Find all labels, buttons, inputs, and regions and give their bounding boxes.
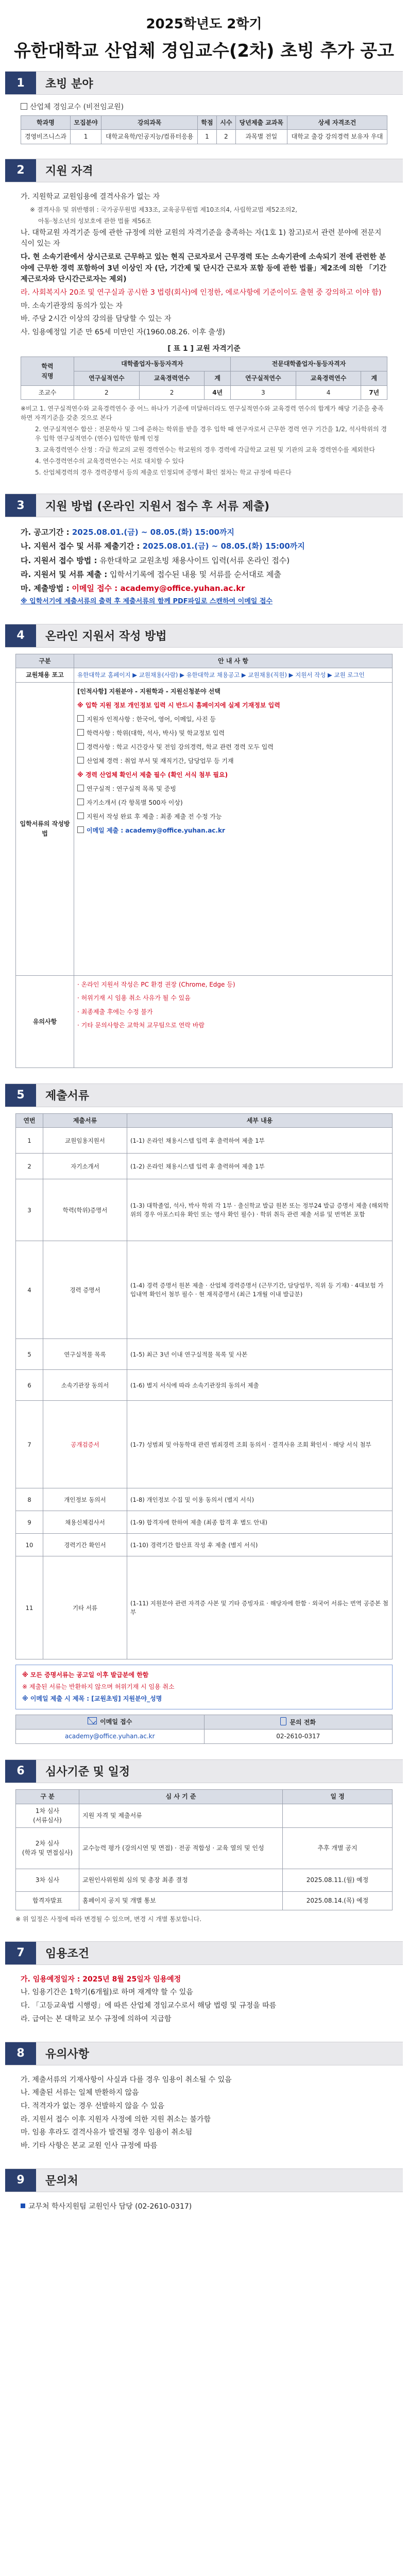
table-cell: 대학교 출강 강의경력 보유자 우대 <box>287 130 387 144</box>
online-form-table <box>15 654 393 1068</box>
qualification-remark: 4. 연수경력연수의 교육경력연수는 서로 대치할 수 있다 <box>35 457 184 465</box>
table-cell: 1 <box>198 130 217 144</box>
section-number: 9 <box>5 2169 36 2192</box>
form-guide-line <box>77 726 389 740</box>
row-number: 3 <box>16 1179 43 1241</box>
table-cell: 4년 <box>205 385 231 400</box>
note-item: 가. 제출서류의 기재사항이 사실과 다를 경우 임용이 취소될 수 있음 <box>21 2075 232 2084</box>
document-detail: (1-6) 별지 서식에 따라 소속기관장의 동의서 제출 <box>127 1370 393 1401</box>
form-guide-line <box>77 754 389 768</box>
col-header: 세부 내용 <box>127 1113 393 1128</box>
col-header: 구 분 <box>16 1789 79 1804</box>
submission-label: 나. 지원서 접수 및 서류 제출기간 : <box>21 541 140 551</box>
appointment-date: 가. 임용예정일자 : 2025년 8월 25일자 임용예정 <box>21 1975 181 1984</box>
col-header: 상세 자격조건 <box>287 115 387 130</box>
col-header: 시수 <box>216 115 235 130</box>
section-title: 온라인 지원서 작성 방법 <box>45 630 167 643</box>
col-header: 안 내 사 항 <box>74 654 393 668</box>
section-online-form <box>5 624 403 1074</box>
note-item: 마. 임용 후라도 결격사유가 발견될 경우 임용이 취소됨 <box>21 2128 193 2137</box>
col-header: 교육경력연수 <box>139 371 205 386</box>
form-guide-line: ※ 경력 산업체 확인서 제출 필수 (확인 서식 첨부 필요) <box>77 771 228 778</box>
document-detail: (1-8) 개인정보 수집 및 이용 동의서 (별지 서식) <box>127 1488 393 1511</box>
col-header: 모집분야 <box>70 115 101 130</box>
qualification-remark: ※비고 1. 연구실적연수와 교육경력연수 중 어느 하나가 기준에 미달하더라도 연구실적연수와 교육경력 연수의 합계가 해당 기준을 충족하면 자격기준을 갖춘 것으로 본다 <box>21 405 384 422</box>
table-cell: 4 <box>296 385 361 400</box>
col-header: 심 사 기 준 <box>79 1789 283 1804</box>
section-appointment <box>5 1941 403 2032</box>
header-year: 2025학년도 2학기 <box>146 16 262 32</box>
qualification-item: 바. 주당 2시간 이상의 강의를 담당할 수 있는 자 <box>21 315 172 324</box>
section-bar <box>5 2168 403 2192</box>
email-value[interactable]: 이메일 접수 : academy@office.yuhan.ac.kr <box>72 584 245 594</box>
section-number: 4 <box>5 624 36 647</box>
document-detail: (1-2) 온라인 채용시스템 입력 후 출력하여 제출 1부 <box>127 1154 393 1179</box>
stage: 2차 심사 (학과 및 면접심사) <box>16 1827 79 1869</box>
checkbox-icon <box>77 826 84 833</box>
form-guide-line <box>77 782 389 796</box>
table-cell: 2 <box>74 385 140 400</box>
contact-text: 교무처 학사지원팀 교원인사 담당 (02-2610-0317) <box>28 2202 192 2211</box>
document-detail: (1-7) 성범죄 및 아동학대 관련 범죄경력 조회 동의서 · 결격사유 조회 확인서 · 해당 서식 첨부 <box>127 1401 393 1488</box>
method-line <box>21 555 387 567</box>
row-number: 7 <box>16 1401 43 1488</box>
section-number: 8 <box>5 2042 36 2065</box>
section-number: 6 <box>5 1760 36 1783</box>
schedule <box>283 1804 393 1827</box>
phone-icon <box>280 1717 286 1725</box>
period-label: 가. 공고기간 : <box>21 528 70 537</box>
notice-line: ※ 모든 증명서류는 공고일 이후 발급분에 한함 <box>22 1671 149 1679</box>
email-label: 마. 제출방법 : <box>21 584 70 594</box>
criteria: 교수능력 평가 (강의시연 및 면접) · 전공 적합성 · 교육 열의 및 인성 <box>79 1827 283 1869</box>
checkbox-icon <box>77 785 84 791</box>
checkbox-icon <box>21 103 27 110</box>
section-number: 2 <box>5 159 36 182</box>
caution-line: · 최종제출 후에는 수정 불가 <box>77 1008 153 1015</box>
form-guide-line <box>77 740 389 754</box>
document-name: 연구실적물 목록 <box>43 1339 127 1370</box>
section-recruitment-field <box>5 71 403 149</box>
form-guide-text: 경력사항 : 학교 시간강사 및 전임 강의경력, 학교 관련 경력 모두 입력 <box>87 743 274 751</box>
table-row <box>16 1891 393 1910</box>
col-header: 학력 직명 <box>21 357 74 385</box>
table-cell: 경영비즈니스과 <box>21 130 71 144</box>
table-row <box>16 1128 393 1154</box>
section-number: 7 <box>5 1942 36 1964</box>
schedule: 추후 개별 공지 <box>283 1827 393 1869</box>
section-title: 초빙 분야 <box>45 77 93 91</box>
checkbox-icon <box>77 715 84 722</box>
qualification-item: 가. 지원학교 교원임용에 결격사유가 없는 자 <box>21 192 160 201</box>
table-row <box>16 1154 393 1179</box>
document-detail: (1-3) 대학졸업, 석사, 박사 학위 각 1부 · 출신학교 발급 원본 또는 정부24 발급 증명서 제출 (해외학위의 경우 아포스티유 확인 또는 영사 확인 필수) · 학위 취득 관련 제출 서류 및 번역본 포함 <box>127 1179 393 1241</box>
section-qualification <box>5 159 403 484</box>
document-name: 기타 서류 <box>43 1556 127 1659</box>
col-header: 제출서류 <box>43 1113 127 1128</box>
document-detail: (1-4) 경력 증명서 원본 제출 · 산업체 경력증명서 (근무기간, 담당업무, 직위 등 기재) · 4대보험 가입내역 확인서 첨부 필수 · 현 재직증명서 (최근 1개월 이내 발급분) <box>127 1241 393 1339</box>
email-notice: ※ 입학서기에 제출서류의 출력 후 제출서류의 함께 PDF파일로 스캔하여 이메일 접수 <box>21 598 273 606</box>
section-bar <box>5 494 403 517</box>
form-guide-text: 지원서 작성 완료 후 제출 : 최종 제출 전 수정 가능 <box>87 812 222 820</box>
note-item: 나. 제출된 서류는 일체 반환하지 않음 <box>21 2089 139 2097</box>
section-bar <box>5 71 403 95</box>
row-number: 5 <box>16 1339 43 1370</box>
checkbox-icon <box>77 743 84 750</box>
table-row <box>16 1339 393 1370</box>
document-name: 경력기간 확인서 <box>43 1534 127 1556</box>
method-label: 다. 지원서 접수 방법 : <box>21 555 97 565</box>
col-header: 연번 <box>16 1113 43 1128</box>
bullet-icon <box>21 2204 25 2208</box>
qualification-note: 아동·청소년의 성보호에 관한 법률 제56조 <box>38 217 151 225</box>
table-row <box>16 1370 393 1401</box>
col-header: 전문대학졸업자·동등자격자 <box>230 357 387 371</box>
qualification-item: 사. 임용예정일 기준 만 65세 미만인 자(1960.08.26. 이후 출생) <box>21 328 225 337</box>
form-guide-line: ※ 입학 지원 정보 개인정보 입력 시 반드시 홈페이지에 실제 기재정보 입력 <box>77 701 280 709</box>
caution-line: · 허위기재 시 임용 취소 사유가 될 수 있음 <box>77 994 191 1002</box>
row-number: 6 <box>16 1370 43 1401</box>
qualification-remark: 3. 교육경력연수 산정 : 각급 학교의 교원 경력연수는 학교원의 경우 경력에 각급학교 교원 및 기관의 교육 경력연수를 제외한다 <box>35 446 375 454</box>
document-detail: (1-1) 온라인 채용시스템 입력 후 출력하여 제출 1부 <box>127 1128 393 1154</box>
contact-header <box>204 1715 393 1730</box>
appointment-item: 나. 임용기간은 1학기(6개월)로 하며 재계약 할 수 있음 <box>21 1988 193 1997</box>
table-cell: 조교수 <box>21 385 74 400</box>
section-schedule <box>5 1759 403 1932</box>
col-header: 연구실적연수 <box>230 371 296 386</box>
section-title: 심사기준 및 일정 <box>45 1766 130 1779</box>
section-title: 유의사항 <box>45 2048 90 2061</box>
form-guide <box>74 682 393 975</box>
col-header: 대학졸업자·동등자격자 <box>74 357 231 371</box>
mail-icon <box>88 1717 97 1724</box>
header-title: 유한대학교 산업체 경임교수(2차) 초빙 추가 공고 <box>14 41 394 61</box>
form-guide-text: 지원자 인적사항 : 한국어, 영어, 이메일, 사진 등 <box>87 715 216 723</box>
table-row <box>16 1241 393 1339</box>
stage: 3차 심사 <box>16 1869 79 1891</box>
col-header: 강의과목 <box>101 115 198 130</box>
section-number: 5 <box>5 1084 36 1107</box>
checkbox-icon <box>77 729 84 736</box>
phone-value: 02-2610-0317 <box>204 1730 393 1744</box>
form-guide-line <box>77 824 389 838</box>
qualification-item: 나. 대학교원 자격기준 등에 관한 규정에 의한 교원의 자격기준을 충족하는 자(1호 1) 참고)로서 관련 분야에 전문지식이 있는 자 <box>21 228 382 248</box>
section-application-method <box>5 494 403 614</box>
caution-line: · 온라인 지원서 작성은 PC 환경 권장 (Chrome, Edge 등) <box>77 980 235 988</box>
access-path: 유한대학교 홈페이지 ▶ 교원채용(사람) ▶ 유한대학교 채용공고 ▶ 교원채용(직원) ▶ 지원서 작성 ▶ 교원 로그인 <box>74 668 393 683</box>
section-title: 문의처 <box>45 2175 78 2188</box>
schedule: 2025.08.11.(월) 예정 <box>283 1869 393 1891</box>
checkbox-icon <box>77 812 84 819</box>
table-cell: 2 <box>139 385 205 400</box>
document-detail: (1-10) 경력기간 합산표 작성 후 제출 (별지 서식) <box>127 1534 393 1556</box>
row-number: 1 <box>16 1128 43 1154</box>
documents-value: 입학서기록에 접수된 내용 및 서류를 순서대로 제출 <box>110 569 281 579</box>
qualification-remark: 5. 산업체경력의 경우 경력증명서 등의 제출로 인정되며 증명서 확인 절차는 학교 규정에 따른다 <box>35 469 292 477</box>
checkbox-icon <box>77 757 84 764</box>
qualification-remark: 2. 연구실적연수 합산 : 전문학사 및 그에 준하는 학위를 받을 경우 입학 때 연구자로서 근무한 경력 연구 기간을 1/2, 석사학위의 경우 입학 연구실적연수 (연수) 입학만 함께 인정 <box>35 426 387 443</box>
section-title: 지원 자격 <box>45 165 93 178</box>
section-bar <box>5 1759 403 1783</box>
note-item: 라. 지원서 접수 이후 지원자 사정에 의한 지원 취소는 불가함 <box>21 2115 211 2124</box>
row-number: 10 <box>16 1534 43 1556</box>
appointment-item: 다. 「고등교육법 시행령」에 따른 산업체 경임교수로서 해당 법령 및 규정을 따름 <box>21 2002 277 2010</box>
section-notes <box>5 2042 403 2159</box>
document-detail: (1-5) 최근 3년 이내 연구실적물 목록 및 사본 <box>127 1339 393 1370</box>
section-number: 1 <box>5 72 36 94</box>
row-number: 8 <box>16 1488 43 1511</box>
table-cell: 1 <box>70 130 101 144</box>
col-header: 계 <box>205 371 231 386</box>
schedule-table <box>15 1789 393 1910</box>
mail-value[interactable]: academy@office.yuhan.ac.kr <box>16 1730 205 1744</box>
document-name: 공개검증서 <box>43 1401 127 1488</box>
section-bar <box>5 1083 403 1107</box>
mail-label: 이메일 접수 <box>100 1718 132 1726</box>
col-header: 학과명 <box>21 115 71 130</box>
section-documents <box>5 1083 403 1750</box>
stage: 1차 심사 (서류심사) <box>16 1804 79 1827</box>
qualification-table-title: [ 표 1 ] 교원 자격기준 <box>167 344 241 353</box>
section-title: 임용조건 <box>45 1947 90 1961</box>
document-detail: (1-11) 지원분야 관련 자격증 사본 및 기타 증빙자료 · 해당자에 한함 · 외국어 서류는 번역 공증본 첨부 <box>127 1556 393 1659</box>
form-guide-line: [인적사항] 지원분야 - 지원학과 - 지원신청분야 선택 <box>77 687 220 695</box>
section-bar <box>5 2042 403 2065</box>
document-name: 교원임용지원서 <box>43 1128 127 1154</box>
checkbox-icon <box>77 799 84 805</box>
table-cell: 7년 <box>361 385 387 400</box>
email-line <box>21 583 387 595</box>
document-name: 경력 증명서 <box>43 1241 127 1339</box>
qualification-item: 다. 현 소속기관에서 상시근로로 근무하고 있는 현직 근로자로서 근무경력 또는 소속기관에 소속되기 전에 관련한 분야에 근무한 경력 포함하여 3년 이상인 자 (단, 기간제 및 단시간 근로자 포함 등에 관한 법률」제2조에 의한 「기간제근로자와 단시간근로자는 제외) <box>21 252 387 284</box>
schedule: 2025.08.14.(목) 예정 <box>283 1891 393 1910</box>
section-contact <box>5 2168 403 2220</box>
period-line <box>21 527 387 538</box>
appointment-item: 라. 급여는 본 대학교 보수 규정에 의하여 지급함 <box>21 2014 172 2023</box>
row-number: 4 <box>16 1241 43 1339</box>
field-subtitle-text: 산업체 경임교수 (비전임교원) <box>30 103 124 111</box>
document-detail: (1-9) 합격자에 한하여 제출 (최종 합격 후 별도 안내) <box>127 1511 393 1534</box>
stage: 합격자발표 <box>16 1891 79 1910</box>
table-row <box>16 1556 393 1659</box>
document-name: 자기소개서 <box>43 1154 127 1179</box>
document-name: 학력(학위)증명서 <box>43 1179 127 1241</box>
form-guide-text: 연구실적 : 연구실적 목록 및 증빙 <box>87 785 176 792</box>
table-row <box>16 1511 393 1534</box>
col-header: 일 정 <box>283 1789 393 1804</box>
form-guide-line <box>77 796 389 810</box>
table-cell: 3 <box>230 385 296 400</box>
form-guide-text: 학력사항 : 학위(대학, 석사, 박사) 및 학교정보 입력 <box>87 729 225 737</box>
col-header: 교육경력연수 <box>296 371 361 386</box>
table-row <box>16 1179 393 1241</box>
row-label: 교원채용 포고 <box>16 668 74 683</box>
section-title: 지원 방법 (온라인 지원서 접수 후 서류 제출) <box>45 500 270 513</box>
contact-table <box>15 1715 393 1744</box>
submission-value: 2025.08.01.(금) ~ 08.05.(화) 15:00까지 <box>142 541 305 551</box>
criteria: 지원 자격 및 제출서류 <box>79 1804 283 1827</box>
col-header: 당년제출 교과목 <box>235 115 287 130</box>
row-label: 유의사항 <box>16 975 74 1067</box>
qualification-table <box>21 357 387 400</box>
table-cell: 과목별 전일 <box>235 130 287 144</box>
documents-notice-box <box>15 1665 393 1709</box>
document-header <box>0 0 408 62</box>
caution-list <box>74 975 393 1067</box>
documents-table <box>15 1113 393 1660</box>
note-item: 다. 적격자가 없는 경우 선발하지 않을 수 있음 <box>21 2102 165 2110</box>
field-subtitle <box>21 102 387 113</box>
table-cell: 대학교육학/인공지능/컴퓨터응용 <box>101 130 198 144</box>
notice-line: ※ 이메일 제출 시 제목 : [교원초빙] 지원분야_성명 <box>22 1694 162 1702</box>
table-row <box>16 1869 393 1891</box>
table-row <box>16 1401 393 1488</box>
qualification-item: 라. 사회복지사 20조 및 연구실과 공시한 3 법령(회사)에 인정한, 에로사항에 기준이이도 출현 중 강의하고 이야 함) <box>21 289 382 297</box>
form-guide-text: 산업체 경력 : 취업 부서 및 재직기간, 담당업무 등 기재 <box>87 757 234 765</box>
table-row <box>16 1534 393 1556</box>
documents-label: 라. 지원서 및 서류 제출 : <box>21 569 108 579</box>
form-guide-text: 자기소개서 (각 항목별 500자 이상) <box>87 799 183 806</box>
criteria: 홈페이지 공지 및 개별 통보 <box>79 1891 283 1910</box>
form-guide-line <box>77 713 389 726</box>
qualification-note: ※ 결격사유 및 위반행위 : 국가공무원법 제33조, 교육공무원법 제10조의4, 사립학교법 제52조의2, <box>30 206 297 213</box>
document-name: 채용신체검사서 <box>43 1511 127 1534</box>
row-number: 9 <box>16 1511 43 1534</box>
table-row <box>16 1804 393 1827</box>
method-value: 유한대학교 교원초빙 채용사이트 입력(서류 온라인 접수) <box>99 555 290 565</box>
table-cell: 2 <box>216 130 235 144</box>
table-row <box>16 1488 393 1511</box>
contact-header <box>16 1715 205 1730</box>
col-header: 계 <box>361 371 387 386</box>
criteria: 교원인사위원회 심의 및 총장 최종 결정 <box>79 1869 283 1891</box>
contact-line <box>21 2201 387 2213</box>
section-bar <box>5 624 403 648</box>
row-number: 2 <box>16 1154 43 1179</box>
section-bar <box>5 159 403 182</box>
section-bar <box>5 1941 403 1965</box>
form-guide-line <box>77 810 389 824</box>
section-title: 제출서류 <box>45 1090 90 1103</box>
table-row <box>16 1827 393 1869</box>
phone-label: 문의 전화 <box>290 1718 316 1726</box>
notice-line: ※ 제출된 서류는 반환하지 않으며 허위기재 시 임용 취소 <box>22 1683 175 1691</box>
form-guide-text: 이메일 제출 : academy@office.yuhan.ac.kr <box>87 826 225 834</box>
submission-line <box>21 540 387 552</box>
caution-line: · 기타 문의사항은 교학처 교무팀으로 연락 바람 <box>77 1021 205 1029</box>
period-value: 2025.08.01.(금) ~ 08.05.(화) 15:00까지 <box>72 528 234 537</box>
document-name: 개인정보 동의서 <box>43 1488 127 1511</box>
col-header: 학점 <box>198 115 217 130</box>
appointment-item <box>21 1974 387 1986</box>
row-number: 11 <box>16 1556 43 1659</box>
section-number: 3 <box>5 494 36 517</box>
recruitment-table <box>21 115 387 144</box>
document-name: 소속기관장 동의서 <box>43 1370 127 1401</box>
col-header: 구분 <box>16 654 74 668</box>
col-header: 연구실적연수 <box>74 371 140 386</box>
row-label: 입학서류의 작성방법 <box>16 682 74 975</box>
schedule-note: ※ 위 일정은 사정에 따라 변경될 수 있으며, 변경 시 개별 통보합니다. <box>15 1915 202 1923</box>
documents-line <box>21 569 387 581</box>
note-item: 바. 기타 사항은 본교 교원 인사 규정에 따름 <box>21 2141 158 2150</box>
qualification-item: 마. 소속기관장의 동의가 있는 자 <box>21 301 123 310</box>
